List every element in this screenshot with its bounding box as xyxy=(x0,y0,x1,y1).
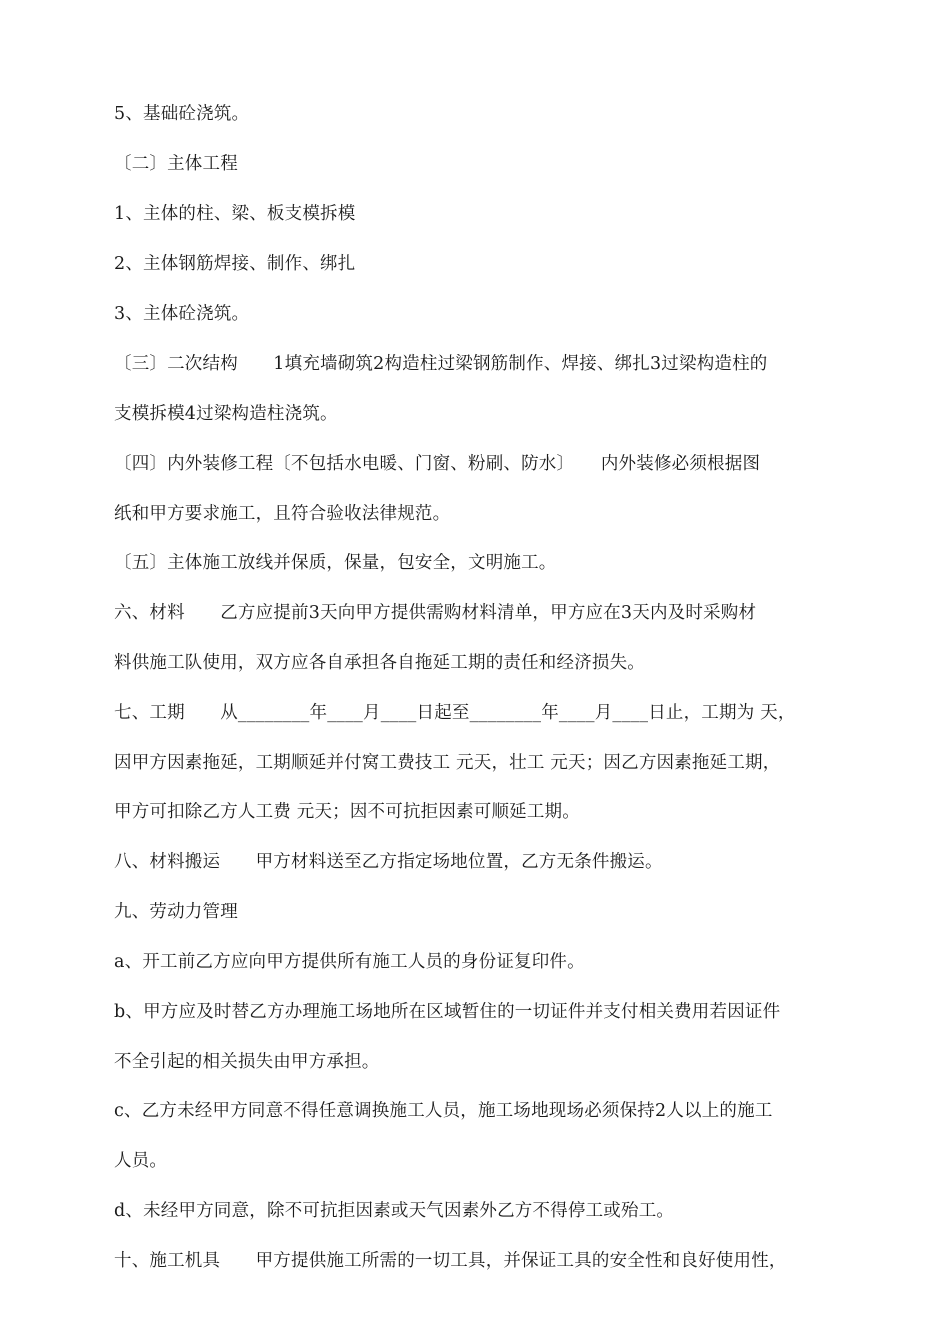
list-item: a、开工前乙方应向甲方提供所有施工人员的身份证复印件。 xyxy=(114,952,585,972)
clause-heading: 七、工期 从________年____月____日起至________年____月____日止，工期为 天， xyxy=(114,703,796,723)
text-line: 甲方可扣除乙方人工费 元天；因不可抗拒因素可顺延工期。 xyxy=(114,802,580,822)
text-line: 因甲方因素拖延，工期顺延并付窝工费技工 元天，壮工 元天；因乙方因素拖延工期， xyxy=(114,753,781,773)
clause-heading: 六、材料 乙方应提前3天向甲方提供需购材料清单，甲方应在3天内及时采购材 xyxy=(114,603,757,623)
section-heading: 〔三〕二次结构 1填充墙砌筑2构造柱过梁钢筋制作、焊接、绑扎3过梁构造柱的 xyxy=(114,354,768,374)
text-line: 5、基础砼浇筑。 xyxy=(114,104,250,124)
section-heading: 〔五〕主体施工放线并保质，保量，包安全，文明施工。 xyxy=(114,553,557,573)
list-item: d、未经甲方同意，除不可抗拒因素或天气因素外乙方不得停工或殆工。 xyxy=(114,1201,675,1221)
clause-heading: 九、劳动力管理 xyxy=(114,902,238,922)
section-heading: 〔四〕内外装修工程〔不包括水电暖、门窗、粉刷、防水〕 内外装修必须根据图 xyxy=(114,454,761,474)
text-line: 3、主体砼浇筑。 xyxy=(114,304,250,324)
clause-heading: 十、施工机具 甲方提供施工所需的一切工具，并保证工具的安全性和良好使用性， xyxy=(114,1251,787,1271)
text-line: 1、主体的柱、梁、板支模拆模 xyxy=(114,204,356,224)
text-line: 料供施工队使用，双方应各自承担各自拖延工期的责任和经济损失。 xyxy=(114,653,645,673)
list-item: c、乙方未经甲方同意不得任意调换施工人员，施工场地现场必须保持2人以上的施工 xyxy=(114,1101,773,1121)
text-line: 纸和甲方要求施工，且符合验收法律规范。 xyxy=(114,504,451,524)
list-item: b、甲方应及时替乙方办理施工场地所在区域暂住的一切证件并支付相关费用若因证件 xyxy=(114,1002,781,1022)
section-heading: 〔二〕主体工程 xyxy=(114,154,238,174)
clause-heading: 八、材料搬运 甲方材料送至乙方指定场地位置，乙方无条件搬运。 xyxy=(114,852,663,872)
text-line: 2、主体钢筋焊接、制作、绑扎 xyxy=(114,254,356,274)
text-line: 不全引起的相关损失由甲方承担。 xyxy=(114,1052,380,1072)
text-line: 支模拆模4过梁构造柱浇筑。 xyxy=(114,404,338,424)
text-line: 人员。 xyxy=(114,1151,168,1171)
